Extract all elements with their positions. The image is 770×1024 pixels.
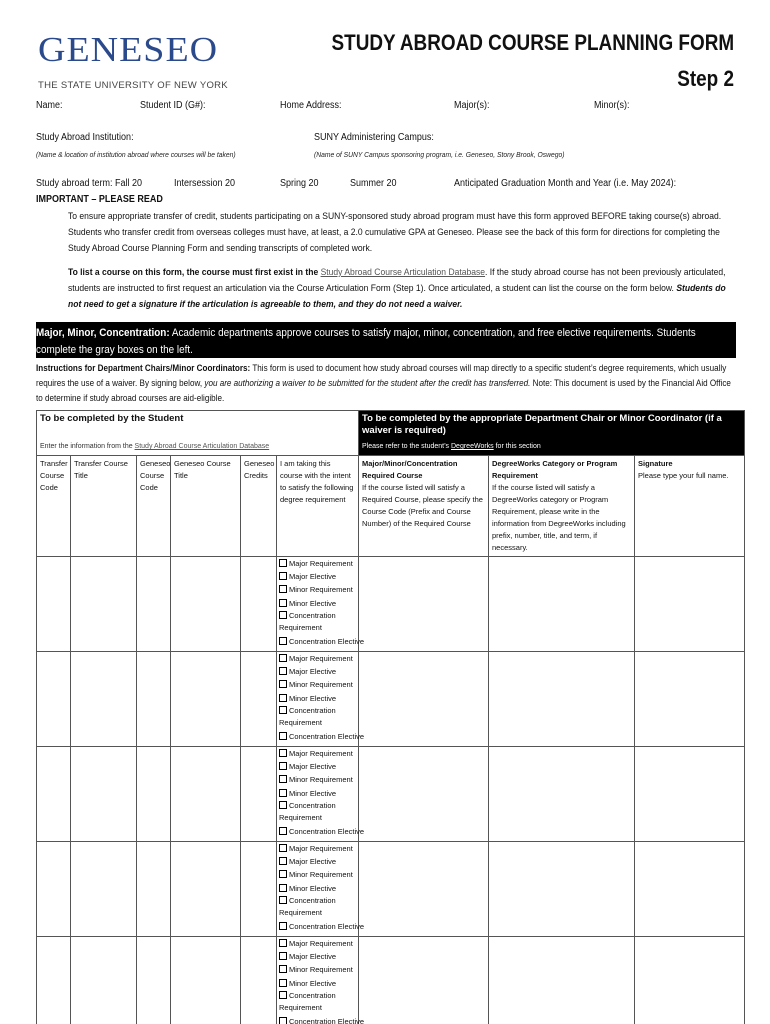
- transfer-code-cell[interactable]: [37, 747, 71, 842]
- important-paragraph: To ensure appropriate transfer of credit, students participating on a SUNY-sponsored study abroad program must have this form approved BEFORE taking course(s) abroad. Students who transfer credit from overseas colleges must have, at least, a 2.0 cumulative GPA at Geneseo. Please see the back of this form for directions for completing the Study Abroad Course Planning Form and sending transcripts of completed work.: [68, 211, 722, 254]
- signature-cell[interactable]: [635, 747, 745, 842]
- transfer-code-cell[interactable]: [37, 652, 71, 747]
- checkbox-icon[interactable]: [279, 775, 287, 783]
- requirement-option-label: Minor Elective: [289, 693, 337, 703]
- course-row: [37, 652, 745, 747]
- transfer-code-cell[interactable]: [37, 842, 71, 937]
- checkbox-icon[interactable]: [279, 979, 287, 987]
- course-row: [37, 937, 745, 1024]
- signature-cell[interactable]: [635, 652, 745, 747]
- checkbox-icon[interactable]: [279, 611, 287, 619]
- instructions-italic: you are authorizing a waiver to be submitted for the student after the credit has transferred.: [204, 378, 531, 388]
- credits-cell[interactable]: [241, 842, 277, 937]
- requirement-option[interactable]: [279, 705, 349, 730]
- section-banner: [36, 322, 736, 358]
- home-address-label: Home Address:: [280, 100, 342, 111]
- articulation-paragraph: [68, 265, 734, 313]
- chair-sub-prefix: Please refer to the student’s: [362, 443, 451, 450]
- checkbox-icon[interactable]: [279, 680, 287, 688]
- col-sig-title: Signature: [638, 459, 673, 468]
- requirement-option-label: Major Requirement: [289, 559, 353, 568]
- requirement-option[interactable]: [279, 747, 356, 760]
- chair-section-sub: [359, 439, 745, 456]
- requirement-option-label: Major Elective: [289, 762, 337, 772]
- instructions-bold: Instructions for Department Chairs/Minor Coordinators:: [36, 363, 251, 373]
- degreeworks-cell[interactable]: [489, 842, 635, 937]
- credits-cell[interactable]: [241, 937, 277, 1024]
- requirement-option-label: Concentration Elective: [289, 1016, 365, 1024]
- geneseo-code-cell[interactable]: [137, 557, 171, 652]
- requirement-option-label: Concentration Requirement: [279, 990, 336, 1013]
- form-title: STUDY ABROAD COURSE PLANNING FORM: [331, 30, 734, 55]
- checkbox-icon[interactable]: [279, 939, 287, 947]
- checkbox-icon[interactable]: [279, 896, 287, 904]
- checkbox-icon[interactable]: [279, 789, 287, 797]
- checkbox-icon[interactable]: [279, 801, 287, 809]
- requirement-option-label: Concentration Elective: [289, 826, 365, 836]
- geneseo-logo: GENESEO: [38, 30, 219, 70]
- requirement-option[interactable]: [279, 920, 365, 933]
- requirement-option[interactable]: [279, 963, 356, 976]
- minors-label: Minor(s):: [594, 100, 630, 111]
- requirement-option[interactable]: [279, 882, 356, 895]
- requirement-option-label: Minor Requirement: [289, 680, 353, 690]
- requirement-option-label: Minor Requirement: [289, 965, 353, 975]
- requirement-option[interactable]: [279, 597, 356, 610]
- checkbox-icon[interactable]: [279, 991, 287, 999]
- institution-note: (Name & location of institution abroad where courses will be taken): [36, 150, 236, 159]
- degreeworks-link[interactable]: DegreeWorks: [451, 443, 494, 450]
- requirement-option-label: Minor Elective: [289, 883, 337, 893]
- signature-cell[interactable]: [635, 557, 745, 652]
- requirement-option[interactable]: [279, 855, 356, 868]
- requirement-option-label: Minor Elective: [289, 598, 337, 608]
- articulation-db-link[interactable]: Study Abroad Course Articulation Database: [134, 443, 270, 450]
- graduation-label: Anticipated Graduation Month and Year (i.e. May 2024):: [454, 178, 677, 189]
- checkbox-icon[interactable]: [279, 732, 287, 740]
- requirement-option[interactable]: [279, 730, 365, 743]
- chair-sub-suffix: for this section: [493, 443, 541, 450]
- signature-cell[interactable]: [635, 937, 745, 1024]
- requirement-option[interactable]: [279, 842, 356, 855]
- geneseo-code-cell[interactable]: [137, 652, 171, 747]
- col-geneseo-code: Geneseo Course Code: [137, 456, 171, 557]
- col-credits: Geneseo Credits: [241, 456, 277, 557]
- geneseo-code-cell[interactable]: [137, 747, 171, 842]
- geneseo-title-cell[interactable]: [171, 842, 241, 937]
- col-required-course: [359, 456, 489, 557]
- requirement-options-cell[interactable]: [277, 652, 365, 747]
- requirement-option[interactable]: [279, 773, 356, 786]
- requirement-option-label: Concentration Elective: [289, 731, 365, 741]
- checkbox-icon[interactable]: [279, 844, 287, 852]
- checkbox-icon[interactable]: [279, 654, 287, 662]
- transfer-title-cell[interactable]: [71, 747, 137, 842]
- requirement-option-label: Major Elective: [289, 857, 337, 867]
- required-course-cell[interactable]: [359, 747, 489, 842]
- checkbox-icon[interactable]: [279, 599, 287, 607]
- checkbox-icon[interactable]: [279, 749, 287, 757]
- col-sig-desc: Please type your full name.: [638, 471, 729, 480]
- requirement-option[interactable]: [279, 868, 356, 881]
- requirement-option-label: Minor Elective: [289, 978, 337, 988]
- course-row: [37, 842, 745, 937]
- transfer-title-cell[interactable]: [71, 842, 137, 937]
- articulation-database-link[interactable]: Study Abroad Course Articulation Database: [320, 267, 486, 278]
- requirement-option[interactable]: [279, 990, 349, 1015]
- requirement-option[interactable]: [279, 895, 349, 920]
- student-sub-prefix: Enter the information from the: [40, 443, 135, 450]
- requirement-option-label: Major Requirement: [289, 749, 353, 758]
- geneseo-code-cell[interactable]: [137, 937, 171, 1024]
- student-section-sub: [37, 439, 359, 456]
- name-label: Name:: [36, 100, 63, 111]
- requirement-option[interactable]: [279, 557, 356, 570]
- transfer-title-cell[interactable]: [71, 652, 137, 747]
- requirement-option[interactable]: [279, 937, 356, 950]
- checkbox-icon[interactable]: [279, 870, 287, 878]
- spring-label: Spring 20: [280, 178, 319, 189]
- important-heading: IMPORTANT – PLEASE READ: [36, 194, 163, 205]
- requirement-option[interactable]: [279, 760, 356, 773]
- checkbox-icon[interactable]: [279, 965, 287, 973]
- term-label: Study abroad term: Fall 20: [36, 178, 143, 189]
- course-row: [37, 557, 745, 652]
- requirement-option[interactable]: [279, 678, 356, 691]
- requirement-options-cell[interactable]: [277, 557, 365, 652]
- checkbox-icon[interactable]: [279, 706, 287, 714]
- geneseo-title-cell[interactable]: [171, 747, 241, 842]
- checkbox-icon[interactable]: [279, 827, 287, 835]
- requirement-options-cell[interactable]: [277, 937, 365, 1024]
- institution-label: Study Abroad Institution:: [36, 132, 134, 143]
- checkbox-icon[interactable]: [279, 1017, 287, 1024]
- col-transfer-title: Transfer Course Title: [71, 456, 137, 557]
- degreeworks-cell[interactable]: [489, 652, 635, 747]
- checkbox-icon[interactable]: [279, 694, 287, 702]
- intersession-label: Intersession 20: [174, 178, 236, 189]
- credits-cell[interactable]: [241, 652, 277, 747]
- majors-label: Major(s):: [454, 100, 490, 111]
- chair-instructions: [36, 361, 738, 406]
- checkbox-icon[interactable]: [279, 922, 287, 930]
- requirement-options-cell[interactable]: [277, 842, 365, 937]
- requirement-option[interactable]: [279, 950, 356, 963]
- requirement-option-label: Major Elective: [289, 667, 337, 677]
- checkbox-icon[interactable]: [279, 884, 287, 892]
- banner-bold: Major, Minor, Concentration:: [36, 327, 170, 339]
- col-geneseo-title: Geneseo Course Title: [171, 456, 241, 557]
- course-row: [37, 747, 745, 842]
- requirement-option[interactable]: [279, 977, 356, 990]
- requirement-option-label: Concentration Elective: [289, 636, 365, 646]
- credits-cell[interactable]: [241, 557, 277, 652]
- requirement-option[interactable]: [279, 787, 356, 800]
- requirement-option-label: Major Elective: [289, 572, 337, 582]
- col-degreeworks: [489, 456, 635, 557]
- geneseo-title-cell[interactable]: [171, 557, 241, 652]
- instructions-text2: Note: This document is used by the Financial Aid Office to determine if study abroad courses are aid-eligible.: [36, 378, 731, 403]
- instructions-text: This form is used to document how study abroad courses will map directly to a specific student’s degree requirements, which usually requires the use of a waiver. By signing below,: [36, 363, 727, 388]
- articulation-text: . If the study abroad course has not been previously articulated, students are instructed to first request an articulation via the Course Articulation Form (Step 1). Once articulated, a student can list the course on the form below.: [68, 267, 726, 294]
- requirement-option-label: Concentration Requirement: [279, 895, 336, 918]
- checkbox-icon[interactable]: [279, 637, 287, 645]
- requirement-option-label: Minor Requirement: [289, 870, 353, 880]
- requirement-option[interactable]: [279, 692, 356, 705]
- requirement-options-cell[interactable]: [277, 747, 365, 842]
- checkbox-icon[interactable]: [279, 559, 287, 567]
- checkbox-icon[interactable]: [279, 585, 287, 593]
- campus-note: (Name of SUNY Campus sponsoring program, i.e. Geneseo, Stony Brook, Oswego): [314, 150, 565, 159]
- requirement-option-label: Concentration Elective: [289, 921, 365, 931]
- student-id-label: Student ID (G#):: [140, 100, 206, 111]
- transfer-title-cell[interactable]: [71, 557, 137, 652]
- required-course-cell[interactable]: [359, 652, 489, 747]
- logo-subtitle: THE STATE UNIVERSITY OF NEW YORK: [38, 80, 228, 91]
- articulation-bold: To list a course on this form, the course must first exist in the: [68, 267, 321, 278]
- requirement-option-label: Concentration Requirement: [279, 705, 336, 728]
- requirement-option-label: Concentration Requirement: [279, 800, 336, 823]
- requirement-option-label: Major Requirement: [289, 654, 353, 663]
- required-course-cell[interactable]: [359, 842, 489, 937]
- degreeworks-cell[interactable]: [489, 557, 635, 652]
- col-signature: [635, 456, 745, 557]
- checkbox-icon[interactable]: [279, 572, 287, 580]
- col-dw-desc: If the course listed will satisfy a DegreeWorks category or Program Requirement, please write in the information from DegreeWorks including prefix, number, title, and term, if necessary.: [492, 483, 626, 552]
- requirement-option-label: Minor Elective: [289, 788, 337, 798]
- transfer-title-cell[interactable]: [71, 937, 137, 1024]
- articulation-italic: Students do not need to get a signature if the articulation is agreeable to them, and they do not need a waiver.: [68, 283, 726, 310]
- requirement-option[interactable]: [279, 570, 356, 583]
- requirement-option[interactable]: [279, 800, 349, 825]
- checkbox-icon[interactable]: [279, 857, 287, 865]
- step-label: Step 2: [677, 66, 734, 91]
- requirement-option[interactable]: [279, 825, 365, 838]
- checkbox-icon[interactable]: [279, 952, 287, 960]
- requirement-option[interactable]: [279, 1015, 365, 1024]
- transfer-code-cell[interactable]: [37, 557, 71, 652]
- geneseo-title-cell[interactable]: [171, 937, 241, 1024]
- geneseo-title-cell[interactable]: [171, 652, 241, 747]
- col-required-title: Major/Minor/Concentration Required Course: [362, 459, 458, 480]
- col-dw-title: DegreeWorks Category or Program Requirement: [492, 459, 618, 480]
- degreeworks-cell[interactable]: [489, 937, 635, 1024]
- requirement-option[interactable]: [279, 610, 349, 635]
- checkbox-icon[interactable]: [279, 762, 287, 770]
- course-table: [36, 410, 745, 1024]
- col-intent: I am taking this course with the intent to satisfy the following degree requirement: [277, 456, 359, 557]
- requirement-option-label: Minor Requirement: [289, 775, 353, 785]
- requirement-option-label: Major Elective: [289, 952, 337, 962]
- transfer-code-cell[interactable]: [37, 937, 71, 1024]
- credits-cell[interactable]: [241, 747, 277, 842]
- required-course-cell[interactable]: [359, 937, 489, 1024]
- student-section-heading: To be completed by the Student: [37, 411, 359, 440]
- requirement-option-label: Concentration Requirement: [279, 610, 336, 633]
- col-transfer-code: Transfer Course Code: [37, 456, 71, 557]
- requirement-option-label: Major Requirement: [289, 939, 353, 948]
- signature-cell[interactable]: [635, 842, 745, 937]
- requirement-option[interactable]: [279, 583, 356, 596]
- banner-text: Academic departments approve courses to satisfy major, minor, concentration, and free elective requirements. Students complete the gray boxes on the left.: [36, 327, 696, 356]
- requirement-option[interactable]: [279, 665, 356, 678]
- campus-label: SUNY Administering Campus:: [314, 132, 434, 143]
- col-required-desc: If the course listed will satisfy a Required Course, please specify the Course Code (Prefix and Course Number) of the Required Course: [362, 483, 483, 528]
- requirement-option-label: Major Requirement: [289, 844, 353, 853]
- required-course-cell[interactable]: [359, 557, 489, 652]
- requirement-option-label: Minor Requirement: [289, 585, 353, 595]
- requirement-option[interactable]: [279, 652, 356, 665]
- chair-section-heading: To be completed by the appropriate Department Chair or Minor Coordinator (if a waiver is required): [359, 411, 745, 440]
- summer-label: Summer 20: [350, 178, 397, 189]
- checkbox-icon[interactable]: [279, 667, 287, 675]
- geneseo-code-cell[interactable]: [137, 842, 171, 937]
- requirement-option[interactable]: [279, 635, 365, 648]
- degreeworks-cell[interactable]: [489, 747, 635, 842]
